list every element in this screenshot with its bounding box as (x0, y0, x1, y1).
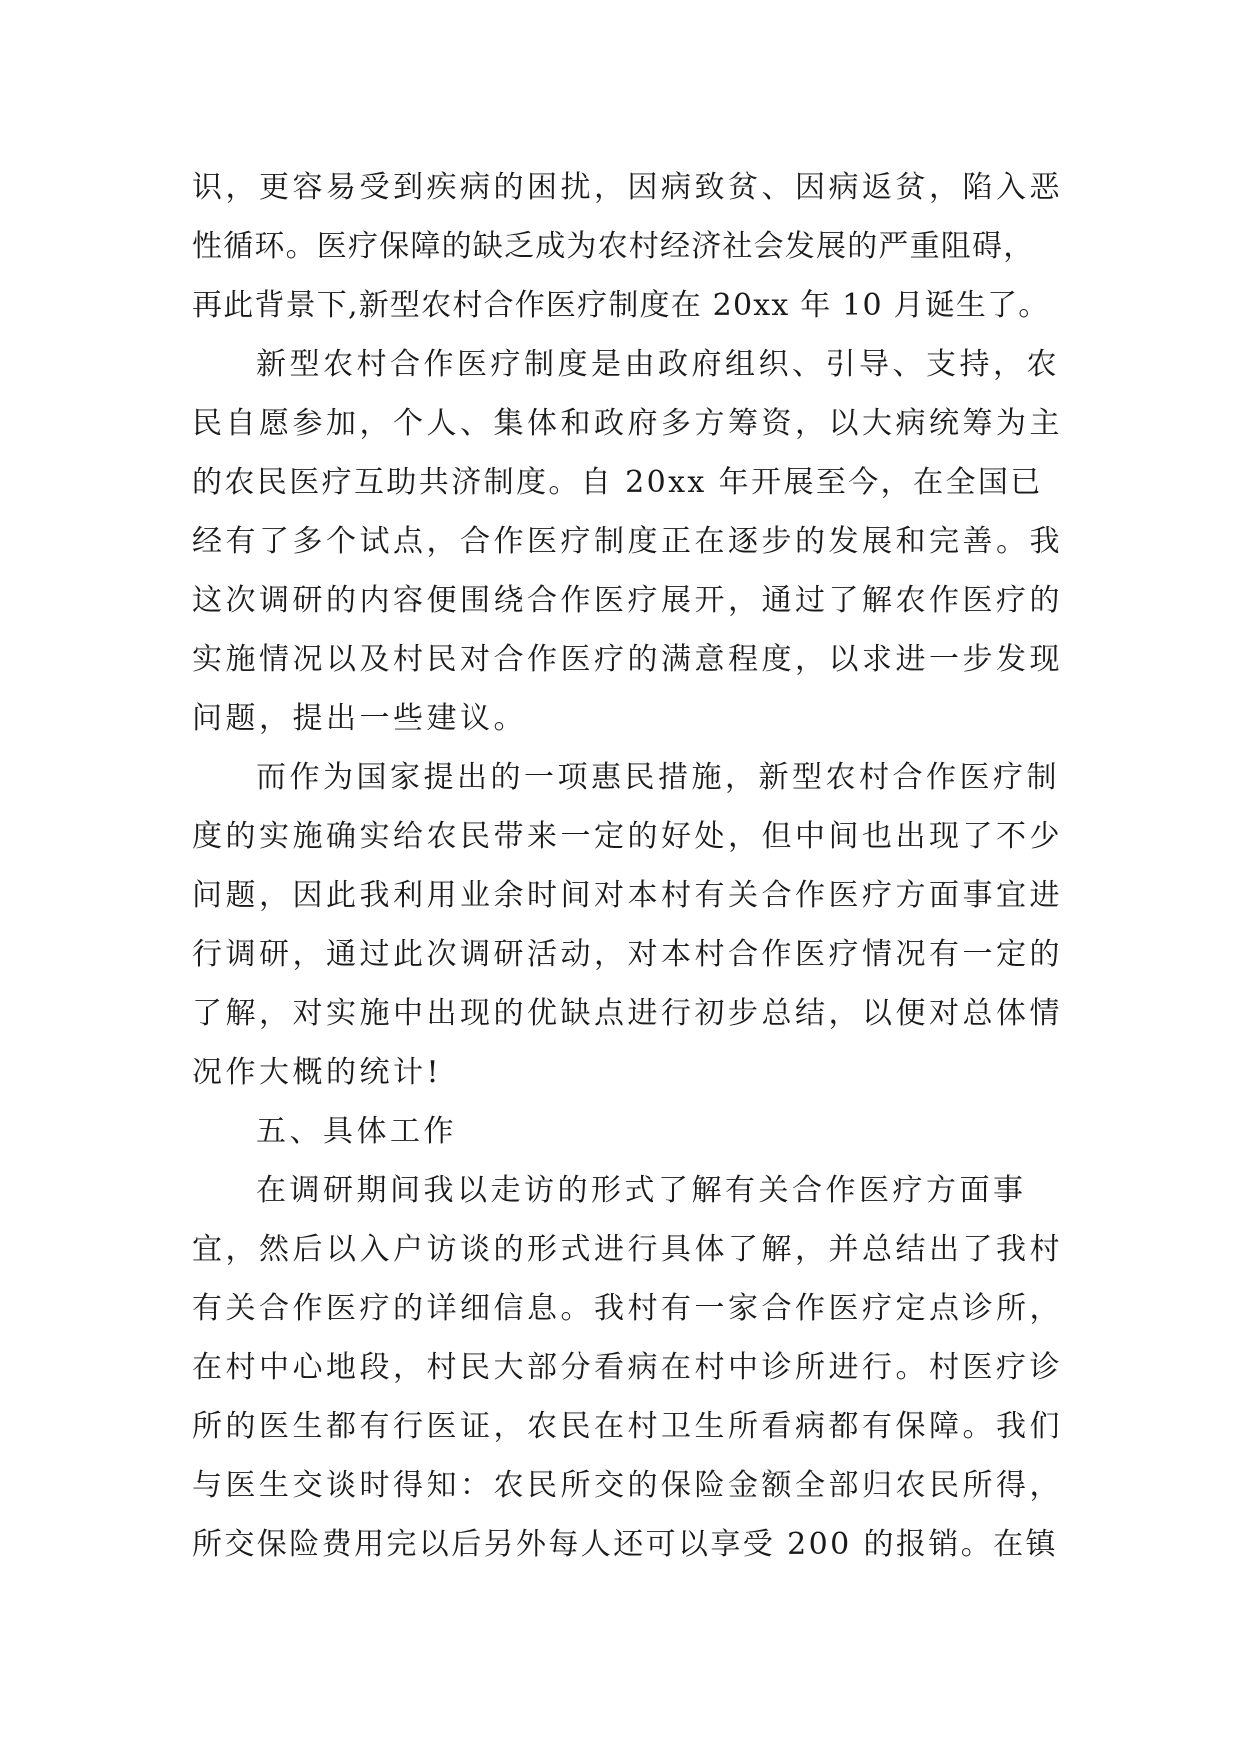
section-heading: 五、具体工作 (256, 1114, 457, 1149)
text-line: 再此背景下,新型农村合作医疗制度在 20xx 年 10 月诞生了。 (192, 288, 1050, 323)
text-line: 性循环。医疗保障的缺乏成为农村经济社会发展的严重阻碍， (192, 229, 1035, 264)
body-text (192, 158, 1072, 1574)
paragraph-start-line: 新型农村合作医疗制度是由政府组织、引导、支持，农 (256, 347, 1060, 382)
text-line: 经有了多个试点，合作医疗制度正在逐步的发展和完善。我 (192, 524, 1063, 559)
text-line: 的农民医疗互助共济制度。自 20xx 年开展至今，在全国已 (192, 465, 1043, 500)
text-line: 行调研，通过此次调研活动，对本村合作医疗情况有一定的 (192, 937, 1063, 972)
text-line: 问题，提出一些建议。 (192, 701, 527, 736)
paragraph-start-line: 而作为国家提出的一项惠民措施，新型农村合作医疗制 (256, 760, 1060, 795)
text-line: 民自愿参加，个人、集体和政府多方筹资，以大病统筹为主 (192, 406, 1063, 441)
text-line: 问题，因此我利用业余时间对本村有关合作医疗方面事宜进 (192, 878, 1063, 913)
text-line: 这次调研的内容便围绕合作医疗展开，通过了解农作医疗的 (192, 583, 1063, 618)
text-line: 与医生交谈时得知：农民所交的保险金额全部归农民所得， (192, 1468, 1063, 1503)
text-line: 度的实施确实给农民带来一定的好处，但中间也出现了不少 (192, 819, 1063, 854)
text-line: 了解，对实施中出现的优缺点进行初步总结，以便对总体情 (192, 996, 1063, 1031)
text-line: 识，更容易受到疾病的困扰，因病致贫、因病返贫，陷入恶 (192, 170, 1063, 205)
text-line: 况作大概的统计! (192, 1055, 443, 1090)
text-line: 所交保险费用完以后另外每人还可以享受 200 的报销。在镇 (192, 1527, 1058, 1562)
paragraph-start-line: 在调研期间我以走访的形式了解有关合作医疗方面事 (256, 1173, 1027, 1208)
text-line: 实施情况以及村民对合作医疗的满意程度，以求进一步发现 (192, 642, 1063, 677)
text-line: 有关合作医疗的详细信息。我村有一家合作医疗定点诊所， (192, 1291, 1063, 1326)
text-line: 宜，然后以入户访谈的形式进行具体了解，并总结出了我村 (192, 1232, 1063, 1267)
text-line: 在村中心地段，村民大部分看病在村中诊所进行。村医疗诊 (192, 1350, 1063, 1385)
text-line: 所的医生都有行医证，农民在村卫生所看病都有保障。我们 (192, 1409, 1063, 1444)
